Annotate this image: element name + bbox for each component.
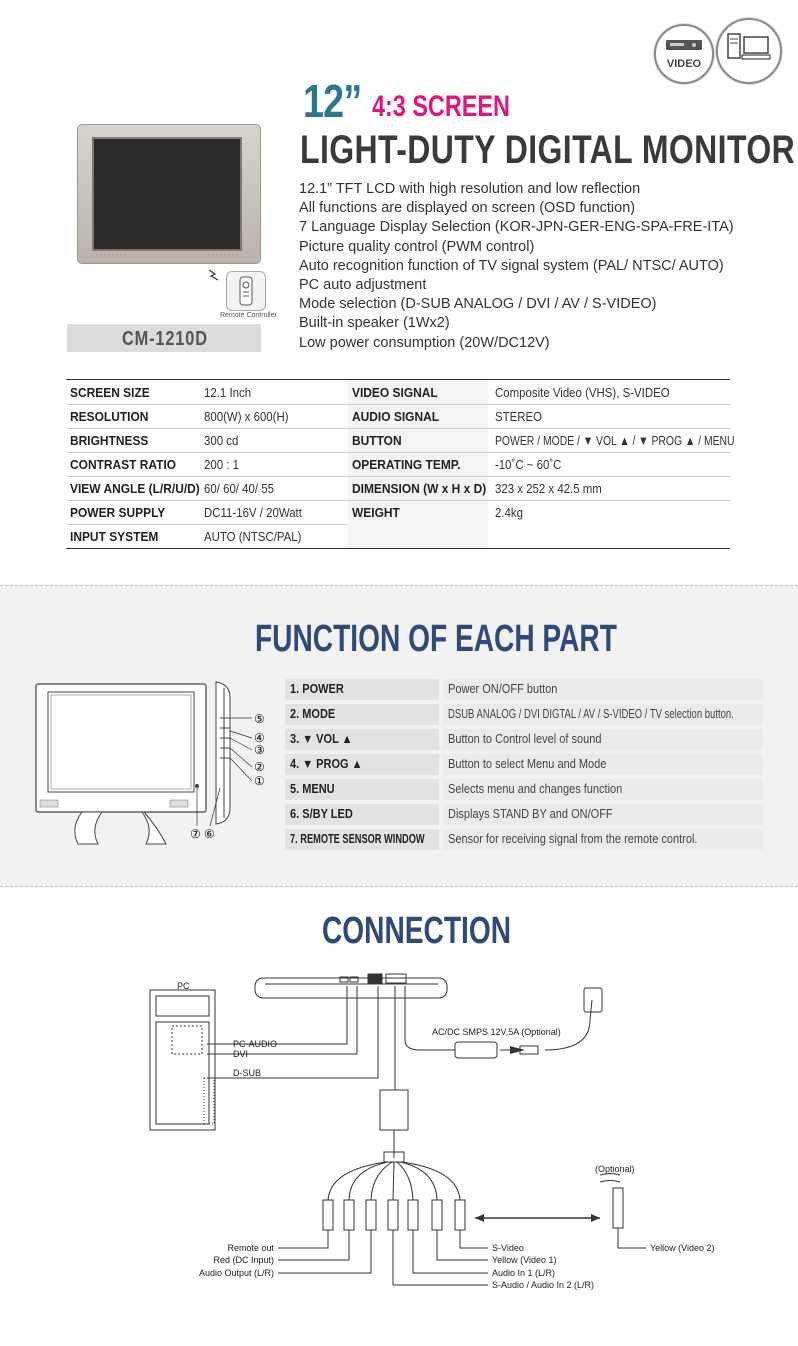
- part-desc: Button to select Menu and Mode: [448, 757, 607, 771]
- dsub-label: D-SUB: [233, 1068, 262, 1078]
- feature-list: [299, 180, 734, 353]
- aspect-ratio-title: 4:3 SCREEN: [372, 90, 510, 123]
- spec-label: VIEW ANGLE (L/R/U/D): [70, 481, 200, 496]
- spec-label: INPUT SYSTEM: [70, 529, 159, 544]
- feature-item: Low power consumption (20W/DC12V): [299, 334, 550, 351]
- spec-value: STEREO: [495, 409, 543, 424]
- marker-7: ⑦: [190, 827, 201, 841]
- part-label: 7. REMOTE SENSOR WINDOW: [290, 832, 425, 846]
- monitor-screen: [92, 137, 242, 251]
- video-label: VIDEO: [666, 58, 702, 70]
- part-label: 6. S/BY LED: [290, 807, 353, 821]
- feature-item: 12.1” TFT LCD with high resolution and low reflection: [299, 181, 641, 197]
- part-label: 3. ▼ VOL ▲: [290, 732, 353, 746]
- feature-item: Built-in speaker (1Wx2): [299, 315, 450, 332]
- spec-value: Composite Video (VHS), S-VIDEO: [495, 385, 670, 400]
- remote-out-label: Remote out: [227, 1243, 274, 1253]
- spec-value: 60/ 60/ 40/ 55: [204, 481, 274, 496]
- part-row-led: [285, 804, 763, 825]
- marker-5: ⑤: [254, 712, 265, 726]
- signal-icon: [206, 268, 222, 282]
- feature-item: All functions are displayed on screen (OSD function): [299, 200, 636, 217]
- marker-4: ④: [254, 731, 265, 745]
- spec-value: AUTO (NTSC/PAL): [204, 529, 302, 544]
- marker-2: ②: [254, 760, 265, 774]
- part-desc: Power ON/OFF button: [448, 682, 558, 696]
- spec-value: DC11-16V / 20Watt: [204, 505, 302, 520]
- part-desc: Sensor for receiving signal from the remote control.: [448, 832, 698, 846]
- part-row-vol: [285, 729, 763, 750]
- computer-icon: [718, 20, 780, 82]
- part-desc: Button to Control level of sound: [448, 732, 602, 746]
- part-desc: DSUB ANALOG / DVI DIGTAL / AV / S-VIDEO / TV selection button.: [448, 707, 734, 721]
- row-divider: [66, 476, 730, 477]
- spec-label: AUDIO SIGNAL: [352, 409, 440, 424]
- model-number: CM-1210D: [122, 328, 208, 350]
- video-badge: [654, 24, 714, 84]
- part-row-menu: [285, 779, 763, 800]
- spec-label: BRIGHTNESS: [70, 433, 149, 448]
- spec-value: 300 cd: [204, 433, 239, 448]
- speaker-grille: [88, 251, 248, 259]
- s-audio-label: S-Audio / Audio In 2 (L/R): [492, 1280, 595, 1290]
- part-label: 5. MENU: [290, 782, 335, 796]
- spec-value: 323 x 252 x 42.5 mm: [495, 481, 602, 496]
- feature-item: Auto recognition function of TV signal system (PAL/ NTSC/ AUTO): [299, 257, 724, 274]
- pc-label: PC: [177, 981, 190, 991]
- part-desc: Selects menu and changes function: [448, 782, 623, 796]
- remote-icon: [227, 272, 265, 310]
- row-divider: [66, 404, 730, 405]
- function-section-title: FUNCTION OF EACH PART: [255, 618, 617, 660]
- row-divider: [66, 452, 730, 453]
- audio-output-label: Audio Output (L/R): [198, 1268, 274, 1278]
- row-divider: [66, 500, 730, 501]
- spec-value: POWER / MODE / ▼ VOL ▲ / ▼ PROG ▲ / MENU: [495, 433, 735, 448]
- row-divider: [66, 428, 730, 429]
- screen-size-title: 12”: [303, 75, 362, 127]
- optional-label: (Optional): [595, 1164, 635, 1174]
- marker-1: ①: [254, 774, 265, 788]
- connection-section-title: CONNECTION: [322, 910, 512, 952]
- vcr-icon: [656, 26, 712, 82]
- yellow-video1-label: Yellow (Video 1): [492, 1255, 557, 1265]
- spec-table: [66, 379, 735, 549]
- spec-label: POWER SUPPLY: [70, 505, 166, 520]
- pc-badge: [716, 18, 782, 84]
- remote-controller-label: Remote Controller: [220, 312, 277, 319]
- spec-value: 200 : 1: [204, 457, 239, 472]
- red-dc-label: Red (DC Input): [213, 1255, 274, 1265]
- part-row-prog: [285, 754, 763, 775]
- spec-label: DIMENSION (W x H x D): [352, 481, 487, 496]
- spec-value: 2.4kg: [495, 505, 523, 520]
- spec-label: OPERATING TEMP.: [352, 457, 461, 472]
- part-row-mode: [285, 704, 763, 725]
- part-label: 1. POWER: [290, 682, 344, 696]
- svideo-label: S-Video: [492, 1243, 524, 1253]
- feature-item: 7 Language Display Selection (KOR-JPN-GER-ENG-SPA-FRE-ITA): [299, 219, 734, 236]
- connection-diagram: [0, 960, 798, 1340]
- yellow-video2-label: Yellow (Video 2): [650, 1243, 715, 1253]
- feature-item: Picture quality control (PWM control): [299, 238, 535, 255]
- spec-label: CONTRAST RATIO: [70, 457, 177, 472]
- spec-label: VIDEO SIGNAL: [352, 385, 438, 400]
- spec-label: BUTTON: [352, 433, 402, 448]
- monitor-diagram: [32, 678, 282, 853]
- feature-item: Mode selection (D-SUB ANALOG / DVI / AV / S-VIDEO): [299, 296, 657, 313]
- marker-3: ③: [254, 743, 265, 757]
- spec-label: RESOLUTION: [70, 409, 149, 424]
- pc-audio-label: PC-AUDIO: [233, 1039, 278, 1049]
- part-desc: Displays STAND BY and ON/OFF: [448, 807, 613, 821]
- product-title: LIGHT-DUTY DIGITAL MONITOR: [300, 128, 796, 172]
- feature-item: PC auto adjustment: [299, 277, 427, 294]
- adapter-label: AC/DC SMPS 12V,5A (Optional): [432, 1027, 561, 1037]
- spec-label: SCREEN SIZE: [70, 385, 150, 400]
- dvi-label: DVI: [233, 1049, 249, 1059]
- row-divider: [66, 524, 348, 525]
- marker-6: ⑥: [204, 827, 215, 841]
- audio-in1-label: Audio In 1 (L/R): [492, 1268, 556, 1278]
- spec-value: 800(W) x 600(H): [204, 409, 289, 424]
- part-label: 4. ▼ PROG ▲: [290, 757, 363, 771]
- monitor-image: [77, 124, 261, 264]
- spec-value: -10˚C ~ 60˚C: [495, 457, 562, 472]
- spec-label: WEIGHT: [352, 505, 400, 520]
- spec-value: 12.1 Inch: [204, 385, 252, 400]
- part-label: 2. MODE: [290, 707, 336, 721]
- part-row-power: [285, 679, 763, 700]
- remote-controller-image: [226, 271, 266, 311]
- part-row-sensor: [285, 829, 763, 850]
